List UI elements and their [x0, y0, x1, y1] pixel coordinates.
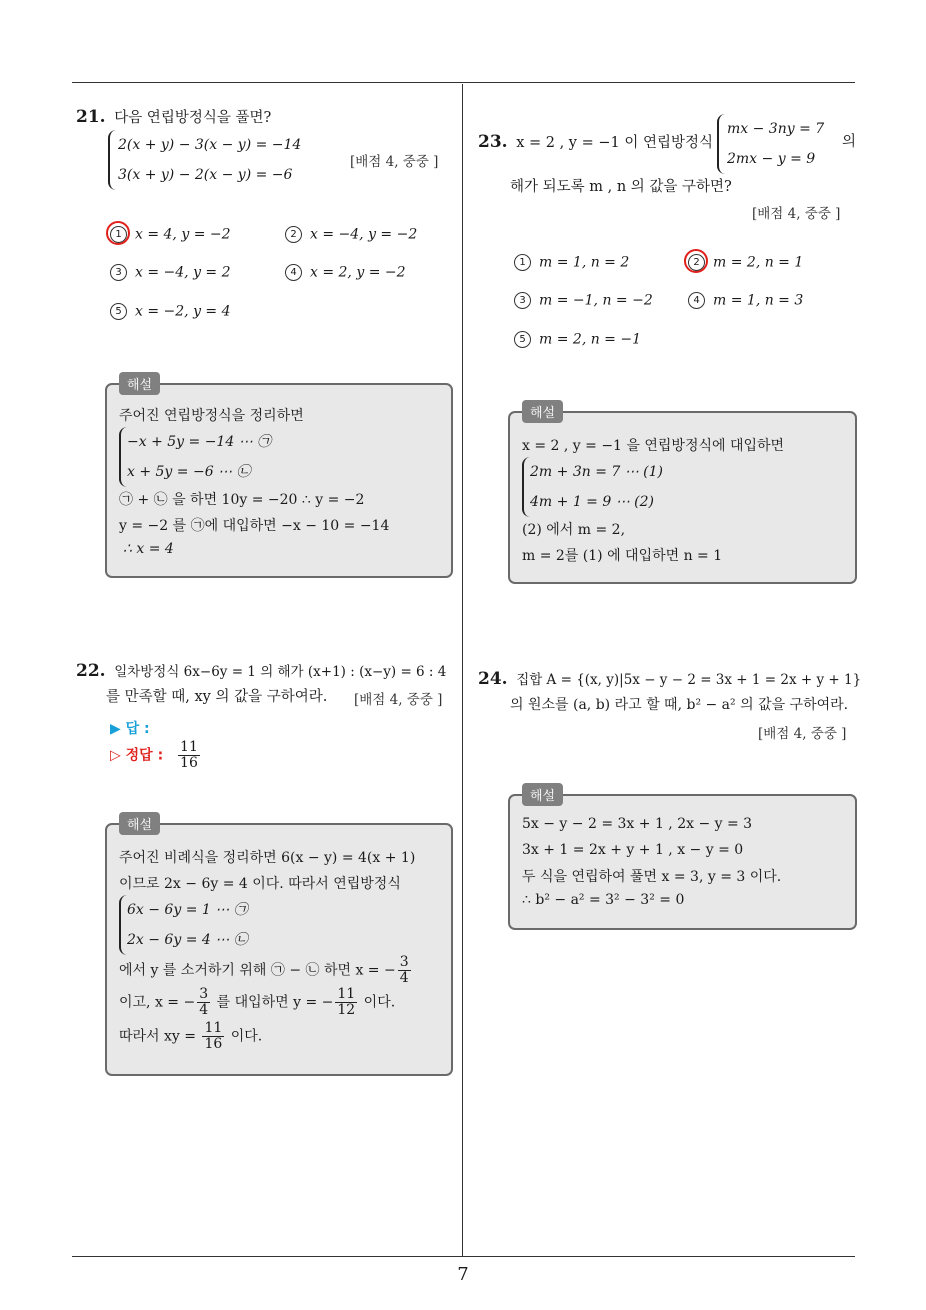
- solution-box: [508, 789, 857, 930]
- score-info: [배점 4, 중중 ]: [350, 154, 439, 170]
- solution-line: ∴ b² − a² = 3² − 3² = 0: [522, 892, 685, 908]
- score-info: [배점 4, 중중 ]: [758, 726, 847, 742]
- solution-tag: 해설: [119, 812, 160, 835]
- solution-tag: 해설: [522, 400, 563, 423]
- solution-system: −x + 5y = −14 ⋯ ㉠ x + 5y = −6 ⋯ ㉡: [119, 427, 271, 487]
- equation-system: [108, 130, 301, 190]
- solution-line: 3x + 1 = 2x + y + 1 , x − y = 0: [522, 842, 744, 858]
- solution-line: 이므로 2x − 6y = 4 이다. 따라서 연립방정식: [119, 876, 401, 892]
- choice-5[interactable]: 5 m = 2, n = −1: [514, 331, 641, 348]
- solution-line: m = 2를 (1) 에 대입하면 n = 1: [522, 548, 723, 564]
- equation-1: mx − 3ny = 7: [727, 121, 825, 137]
- choice-2[interactable]: 2 x = −4, y = −2: [285, 226, 417, 243]
- solution-box: [105, 378, 453, 578]
- bottom-rule: [72, 1256, 855, 1257]
- solution-line: 두 식을 연립하여 풀면 x = 3, y = 3 이다.: [522, 869, 782, 885]
- solution-line: 따라서 xy = $\frac{11}{16}$ 이다.: [119, 1020, 263, 1052]
- solution-tag: 해설: [522, 783, 563, 806]
- choice-3[interactable]: 3 m = −1, n = −2: [514, 292, 653, 309]
- solution-line: 주어진 연립방정식을 정리하면: [119, 408, 304, 424]
- solution-line: 주어진 비례식을 정리하면 6(x − y) = 4(x + 1): [119, 850, 416, 866]
- choice-4[interactable]: 4 m = 1, n = 3: [688, 292, 803, 309]
- correct-answer: ▷ 정답 : $\frac{11}{16}$: [110, 739, 198, 771]
- solution-line: 5x − y − 2 = 3x + 1 , 2x − y = 3: [522, 816, 753, 832]
- score-info: [배점 4, 중중 ]: [752, 206, 841, 222]
- question-text-2: 를 만족할 때, xy 의 값을 구하여라.: [106, 689, 328, 705]
- question-number: 22.: [76, 661, 106, 681]
- solution-line: y = −2 를 ㉠에 대입하면 −x − 10 = −14: [119, 518, 390, 534]
- equation-system: [717, 114, 824, 174]
- question-text-2: 해가 되도록 m , n 의 값을 구하면?: [510, 179, 732, 195]
- selected-answer-mark: [106, 221, 130, 245]
- question-21: [76, 106, 271, 129]
- question-number: 23.: [478, 132, 508, 152]
- choice-1[interactable]: 1 x = 4, y = −2: [110, 226, 231, 243]
- solution-line: (2) 에서 m = 2,: [522, 522, 626, 538]
- choice-4[interactable]: 4 x = 2, y = −2: [285, 264, 406, 281]
- question-text-2: 의 원소를 (a, b) 라고 할 때, b² − a² 의 값을 구하여라.: [510, 697, 849, 713]
- solution-line: ㉠ + ㉡ 을 하면 10y = −20 ∴ y = −2: [119, 492, 365, 508]
- equation-2: 3(x + y) − 2(x − y) = −6: [118, 167, 293, 183]
- solution-box: [508, 406, 857, 584]
- solution-box: [105, 818, 453, 1076]
- question-text: x = 2 , y = −1 이 연립방정식: [516, 135, 713, 151]
- question-text-tail: 의: [842, 134, 857, 150]
- solution-line: ∴ x = 4: [123, 541, 174, 557]
- top-rule: [72, 82, 855, 83]
- question-text: 집합 A = {(x, y)|5x − y − 2 = 3x + 1 = 2x + y + 1}: [516, 672, 862, 688]
- column-divider: [462, 84, 463, 1257]
- question-22: [76, 660, 456, 683]
- equation-2: 2mx − y = 9: [727, 151, 816, 167]
- question-number: 24.: [478, 669, 508, 689]
- choice-2[interactable]: 2 m = 2, n = 1: [688, 254, 803, 271]
- choice-5[interactable]: 5 x = −2, y = 4: [110, 303, 231, 320]
- equation-1: 2(x + y) − 3(x − y) = −14: [118, 137, 302, 153]
- question-number: 21.: [76, 107, 106, 127]
- question-24: [478, 668, 861, 691]
- solution-line: 에서 y 를 소거하기 위해 ㉠ − ㉡ 하면 x = − $\frac{3}{4}$: [119, 954, 409, 986]
- choice-3[interactable]: 3 x = −4, y = 2: [110, 264, 231, 281]
- score-info: [배점 4, 중중 ]: [354, 692, 443, 708]
- solution-system: 2m + 3n = 7 ⋯ (1) 4m + 1 = 9 ⋯ (2): [522, 457, 663, 517]
- answer-label: ▶ 답 :: [110, 721, 150, 737]
- page-number: 7: [457, 1264, 469, 1285]
- solution-line: x = 2 , y = −1 을 연립방정식에 대입하면: [522, 438, 785, 454]
- question-23: [478, 131, 713, 154]
- solution-line: 이고, x = − $\frac{3}{4}$ 를 대입하면 y = − $\frac{11}{12}$ 이다.: [119, 986, 396, 1018]
- solution-system: 6x − 6y = 1 ⋯ ㉠ 2x − 6y = 4 ⋯ ㉡: [119, 895, 248, 955]
- solution-tag: 해설: [119, 372, 160, 395]
- choice-1[interactable]: 1 m = 1, n = 2: [514, 254, 629, 271]
- question-text: 다음 연립방정식을 풀면?: [114, 110, 272, 126]
- question-text: 일차방정식 6x−6y = 1 의 해가 (x+1) : (x−y) = 6 : 4: [114, 664, 447, 680]
- selected-answer-mark: [684, 249, 708, 273]
